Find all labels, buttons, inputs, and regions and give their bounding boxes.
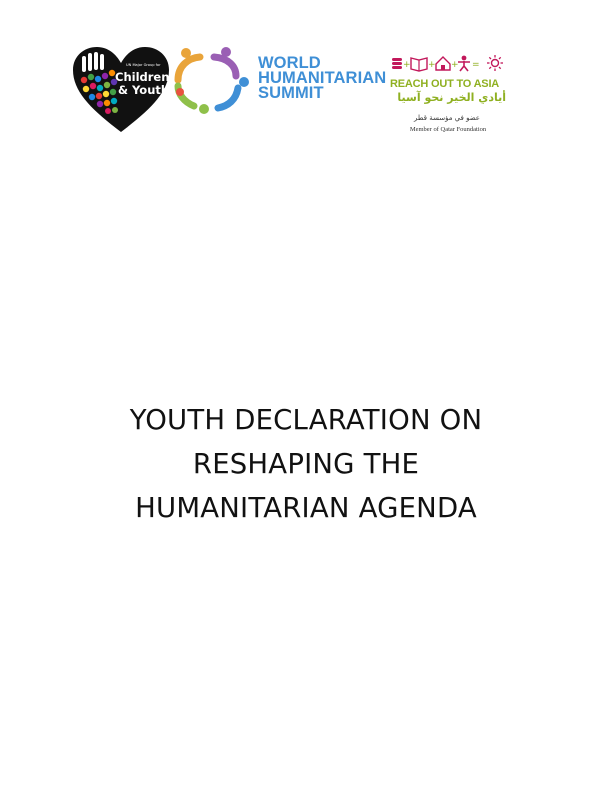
document-title bbox=[56, 398, 556, 530]
title-line-3: HUMANITARIAN AGENDA bbox=[135, 492, 477, 524]
education-equation-icon bbox=[392, 54, 508, 72]
mgcy-small-text: UN Major Group for bbox=[126, 63, 161, 67]
roa-member-text: Member of Qatar Foundation bbox=[409, 126, 487, 133]
header-logos bbox=[70, 44, 550, 144]
roa-arabic-member: عضو في مؤسسة قطر bbox=[414, 114, 480, 122]
mgcy-logo bbox=[72, 46, 170, 134]
title-line-1: YOUTH DECLARATION ON bbox=[129, 404, 483, 436]
mgcy-name-line-2: & Youth bbox=[118, 83, 170, 97]
whs-line-2: HUMANITARIAN bbox=[258, 69, 387, 87]
mgcy-name-line-1: Children bbox=[115, 70, 170, 84]
roa-title: REACH OUT TO ASIA bbox=[390, 78, 500, 90]
heart-handprints-icon bbox=[72, 46, 170, 134]
whs-line-1: WORLD bbox=[258, 54, 321, 72]
svg-text:+: + bbox=[451, 60, 459, 70]
roa-logo bbox=[388, 48, 528, 140]
roa-arabic-title: أيادي الخير نحو آسيا bbox=[397, 91, 506, 104]
svg-text:=: = bbox=[472, 60, 480, 70]
people-circle-icon bbox=[174, 46, 250, 114]
svg-text:+: + bbox=[428, 60, 436, 70]
title-line-2: RESHAPING THE bbox=[192, 448, 420, 480]
svg-text:+: + bbox=[403, 60, 411, 70]
whs-line-3: SUMMIT bbox=[258, 84, 324, 102]
whs-logo bbox=[174, 46, 387, 116]
